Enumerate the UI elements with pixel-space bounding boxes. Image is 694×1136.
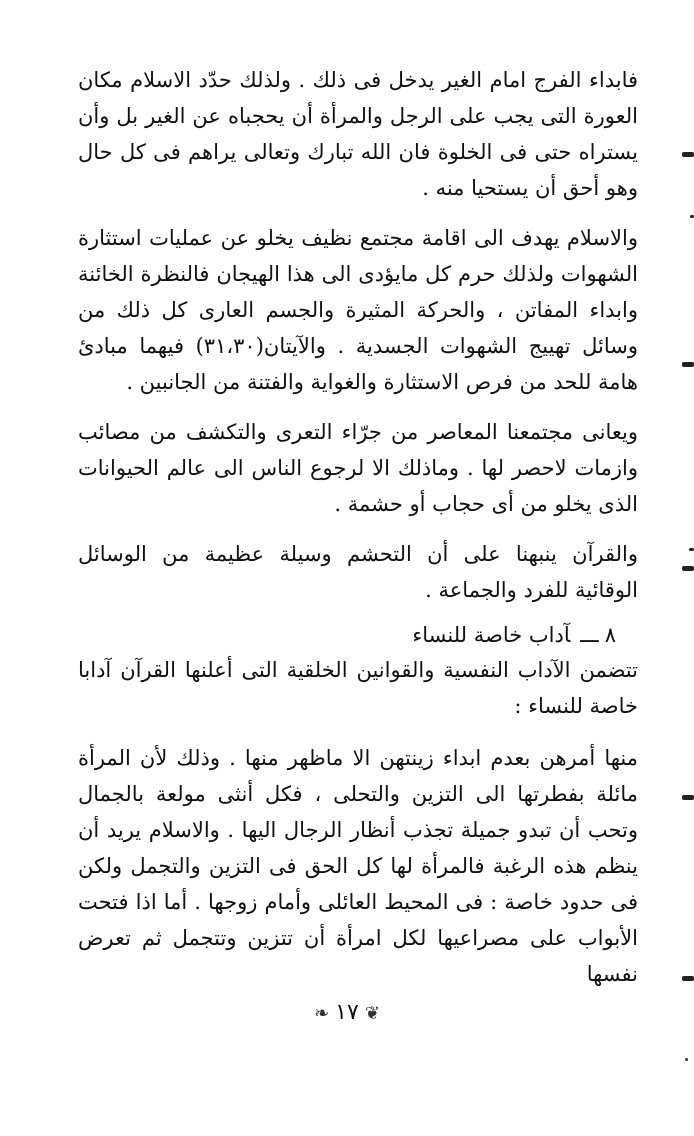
paragraph-clean-society: والاسلام يهدف الى اقامة مجتمع نظيف يخلو عن عمليات استثارة الشهوات ولذلك حرم كل مايؤدى الى هذا الهيجان فالنظرة الخائنة وابداء المفاتن ، والحركة المثيرة والجسم العارى كل ذلك من وسائل تهييج الشهوات الجسدية . والآيتان(٣١،٣٠) فيهما مبادئ هامة للحد من فرص الاستثارة والغواية والفتنة من الجانبين . [78,226,638,394]
paragraph-quran-modesty: والقرآن ينبهنا على أن التحشم وسيلة عظيمة من الوسائل الوقائية للفرد والجماعة . [78,542,638,602]
section-title: آداب خاصة للنساء [412,623,571,647]
ornament-right-icon: ❧ [314,1003,330,1024]
paragraph-modern-society: ويعانى مجتمعنا المعاصر من جرّاء التعرى والتكشف من مصائب وازمات لاحصر لها . وماذلك الا لرجوع الناس الى عالم الحيوانات الذى يخلو من أى حجاب أو حشمة . [78,420,638,516]
section-intro: تتضمن الآداب النفسية والقوانين الخلقية التى أعلنها القرآن آدابا خاصة للنساء : [78,658,638,718]
margin-mark [682,976,694,981]
page-body [78,62,638,992]
section-heading [78,618,638,652]
margin-speck [685,1058,688,1061]
paragraph-awrah: فابداء الفرج امام الغير يدخل فى ذلك . ولذلك حدّد الاسلام مكان العورة التى يجب على الرجل والمرأة أن يحجباه عن الغير بل وأن يستراه حتى فى الخلوة فان الله تبارك وتعالى يراهم فى كل حال وهو أحق أن يستحيا منه . [78,68,638,200]
paragraph-adornment: منها أمرهن بعدم ابداء زينتهن الا ماظهر منها . وذلك لأن المرأة مائلة بفطرتها الى التزين والتحلى ، فكل أنثى مولعة بالجمال وتحب أن تبدو جميلة تجذب أنظار الرجال اليها . والاسلام يريد أن ينظم هذه الرغبة فالمرأة لها كل الحق فى التزين والتجمل ولكن فى حدود خاصة : فى المحيط العائلى وأمام زوجها . أما اذا فتحت الأبواب على مصراعيها لكل امرأة أن تتزين وتتجمل ثم تعرض نفسها [78,746,638,986]
page-number-value: ١٧ [335,1000,359,1025]
margin-mark [682,566,694,571]
margin-mark [682,362,694,367]
section-dash: ـــ [580,623,599,647]
margin-mark [682,795,694,800]
margin-mark [682,152,694,157]
ornament-left-icon: ❦ [364,1003,380,1024]
section-number: ٨ [604,623,616,647]
margin-mark [690,215,694,218]
margin-mark [689,548,694,551]
page-number [0,1000,694,1025]
